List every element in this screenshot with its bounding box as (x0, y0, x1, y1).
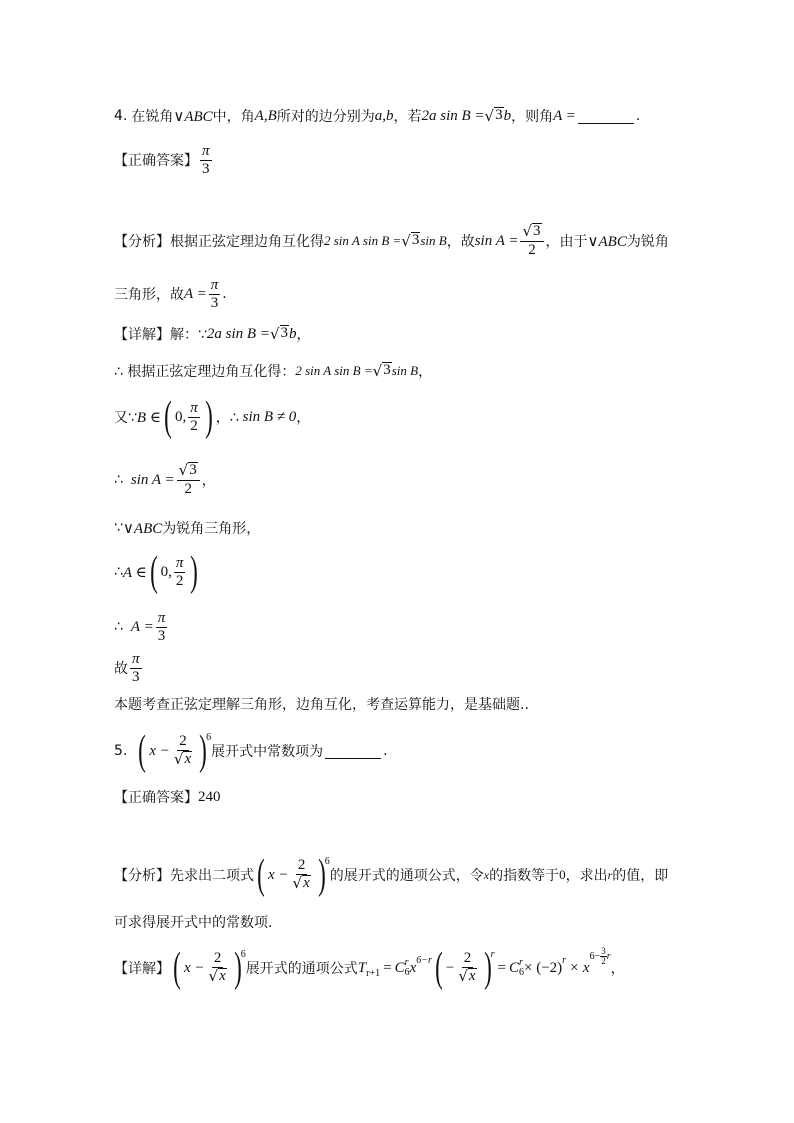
q4-detail-l6-zero: 0, (160, 563, 172, 580)
q4-analysis-t1: 根据正弦定理边角互化得 (170, 234, 324, 250)
q4-number: 4. (114, 108, 128, 124)
q5-analysis-line2 (114, 910, 272, 934)
q4-detail-l1-end: ， (296, 327, 311, 343)
q5-detail-times1: × (−2) (523, 959, 563, 976)
q5-x: x − (149, 742, 170, 759)
q4-detail-l4-end: ， (201, 473, 216, 489)
q5-detail-r-exp: r (490, 948, 495, 960)
q4-detail-l6-a: ∴ (114, 564, 123, 580)
q5-answer-blank (325, 744, 381, 759)
q4-text-c: 所对的边分别为 (276, 109, 375, 125)
q5-detail-times2: × x (569, 959, 590, 976)
q4-sides: a,b (374, 107, 394, 124)
q4-detail-l2-expr: 2 sin A sin B = (295, 363, 373, 378)
q5-detail-C2-sub: 6 (518, 967, 524, 978)
q5-detail-C: C (394, 959, 405, 976)
q4-detail-l7-frac: $\frac{\pi}{3}$ (157, 609, 166, 644)
q5-analysis-label: 【分析】 (114, 868, 170, 884)
q4-analysis-t2: ，故 (446, 234, 475, 250)
q4-detail-l3-frac: $\frac{\pi}{2}$ (190, 399, 198, 434)
q5-detail-t1: 展开式的通项公式 (245, 961, 358, 977)
q5-detail-eq2: = (497, 959, 506, 976)
q4-detail-l2-a: ∴ 根据正弦定理边角互化得： (114, 364, 296, 380)
q4-analysis-expr1: 2 sin A sin B = (324, 233, 402, 248)
q5-detail-exponent: 6 (240, 948, 246, 960)
q4-detail-line1 (114, 322, 311, 346)
q5-detail-eq: = (383, 959, 392, 976)
q5-detail-C-sup: r (404, 957, 409, 968)
q4-detail-l3-zero: 0, (174, 408, 187, 425)
q5-end: . (383, 743, 388, 759)
q4-condition-b: b (503, 107, 512, 124)
q4-detail-l5-a: ∵ (114, 520, 123, 536)
q5-answer-value: 240 (198, 788, 221, 805)
q4-triangle: ∨ABC (173, 108, 213, 125)
q5-detail-line: 【详解】 ( x − 2 √ x ) 6 展开式的通项公式 T r+1 = C r 6 x 6−r ( − 2 √ x ) r = C r 6 × (−2) r × x 6− $\frac{3}{2}$ r ， (114, 945, 625, 991)
q5-number: 5. (114, 743, 128, 759)
q5-detail-fraction2: 2 √ x (458, 950, 476, 985)
q4-detail-line5 (114, 516, 260, 540)
q4-analysis-t3: ，由于 (545, 234, 588, 250)
q4-answer (114, 140, 214, 180)
q4-line (114, 104, 640, 128)
q4-analysis-A-eq: A = (184, 285, 207, 302)
q4-detail-l8-frac: $\frac{\pi}{3}$ (132, 650, 140, 685)
q5-analysis-zero: 0 (559, 867, 566, 882)
q4-detail-l3-a: 又∵ (114, 410, 137, 426)
q4-detail-l2-b: sin B (391, 363, 419, 378)
q4-detail-l3-mid: ，∴ (215, 410, 239, 426)
q5-detail-label: 【详解】 (114, 961, 170, 977)
q5-analysis-t3: 的指数等于 (489, 868, 560, 884)
q5-analysis-line1: 【分析】 先求出二项式 ( x − 2 √ x ) 6 的展开式的通项公式，令 x 的指数等于 0 ，求出 r 的值，即 (114, 852, 669, 898)
q5-detail-xpow: x (409, 959, 417, 976)
q4-analysis-end: . (222, 286, 227, 302)
q4-analysis-line2 (114, 274, 227, 314)
q4-analysis-line2-text: 三角形，故 (114, 287, 184, 303)
q4-detail-l4-a: ∴ (114, 472, 123, 488)
q4-detail-line8 (114, 648, 144, 688)
q4-detail-line4 (114, 458, 216, 502)
q4-detail-l1-sqrt: √ 3 (269, 325, 289, 343)
q4-detail-line7 (114, 606, 169, 648)
q4-condition-left: 2a sin B = (421, 107, 485, 124)
q5-detail-C2-sup: r (518, 957, 523, 968)
q4-detail-l8-a: 故 (114, 661, 128, 677)
q5-detail-xpow-sup: 6−r (416, 954, 432, 966)
q5-detail-C2: C (508, 959, 519, 976)
q5-analysis-line2-text: 可求得展开式中的常数项. (114, 915, 273, 931)
q4-text-e: ，则角 (511, 109, 554, 125)
q4-text-a: 在锐角 (131, 109, 174, 125)
q5-analysis-t4: ，求出 (565, 868, 608, 884)
q4-detail-l6-frac: $\frac{\pi}{2}$ (175, 554, 184, 589)
q4-detail-l1-expr: 2a sin B = (206, 325, 270, 342)
q5-answer-label: 【正确答案】 (114, 790, 198, 806)
q4-end: . (635, 108, 641, 124)
q4-condition-sqrt: √ 3 (484, 107, 503, 125)
q4-answer-fraction: $\frac{\pi}{3}$ (202, 142, 210, 177)
q5-detail-C-sub: 6 (404, 967, 410, 978)
q4-detail-l4-expr: sin A = (130, 471, 175, 488)
q5-exponent: 6 (206, 731, 212, 743)
q5-line: 5. ( x − 2 √ x ) 6 展开式中常数项为 . (114, 728, 388, 774)
q4-detail-l3-end: ， (296, 410, 311, 426)
q4-detail-l5-b: 为锐角三角形， (162, 521, 261, 537)
q4-detail-line3: 又∵ B ∈ ( 0, $\frac{\pi}{2}$ ) ，∴ sin B ≠ 0 ， (114, 394, 311, 440)
q4-detail-l5-triangle: ∨ABC (122, 520, 163, 537)
q5-fraction: 2 √ x (173, 733, 192, 768)
q4-analysis-triangle: ∨ABC (587, 233, 627, 250)
q4-detail-l3-ne: sin B ≠ 0 (242, 408, 297, 425)
q5-analysis-fraction: 2 √ x (292, 857, 310, 892)
q5-analysis-exponent: 6 (324, 855, 330, 867)
q5-detail-T: T (357, 959, 367, 976)
q4-detail-l4-frac: √ 3 2 (177, 462, 200, 498)
q5-analysis-x: x − (268, 866, 289, 883)
q4-analysis-sqrt1: √ 3 (401, 232, 420, 250)
q5-detail-neg: − (445, 959, 455, 976)
q4-detail-l1-b: b (289, 325, 297, 342)
q5-detail-fraction: 2 √ x (208, 950, 226, 985)
q4-A-equals: A = (553, 107, 576, 124)
q5-analysis-var-r: r (607, 867, 613, 882)
q4-detail-l2-end: ， (418, 364, 433, 380)
q4-detail-summary (114, 692, 529, 716)
q4-analysis-fraction: √ 3 2 (520, 223, 543, 259)
q5-analysis-t1: 先求出二项式 (170, 868, 254, 884)
q4-detail-l7-a: ∴ (114, 619, 123, 635)
q5-text: 展开式中常数项为 (211, 744, 324, 760)
q5-detail-end: ， (610, 961, 625, 977)
q4-analysis-line1 (114, 220, 669, 262)
q4-answer-label: 【正确答案】 (114, 153, 198, 169)
q4-analysis-expr2: sin A = (474, 232, 519, 249)
q4-detail-l1-a: 解：∵ (170, 327, 207, 343)
q4-analysis-A-frac: $\frac{\pi}{3}$ (210, 276, 219, 311)
q4-detail-l7-A: A = (130, 618, 154, 635)
q4-detail-l2-sqrt: √ 3 (372, 362, 391, 380)
q5-detail-T-sub: r+1 (366, 967, 381, 979)
q4-analysis-label: 【分析】 (114, 234, 170, 250)
q5-detail-x: x − (184, 959, 205, 976)
q4-summary-text: 本题考查正弦定理解三角形，边角互化，考查运算能力，是基础题.. (114, 697, 529, 713)
q4-text-d: ，若 (393, 109, 422, 125)
q5-analysis-var-x: x (483, 867, 490, 882)
q4-detail-label: 【详解】 (114, 327, 170, 343)
q4-text-b: 中，角 (212, 109, 255, 125)
q4-analysis-expr1b: sin B (420, 233, 447, 248)
q4-detail-l6-A: A ∈ (122, 564, 147, 581)
q4-angles: A,B (254, 107, 277, 124)
q4-detail-l3-B: B ∈ (136, 409, 161, 426)
q4-analysis-t4: 为锐角 (626, 234, 669, 250)
q4-detail-line6: ∴ A ∈ ( 0, $\frac{\pi}{2}$ ) (114, 549, 199, 595)
q5-answer (114, 785, 221, 809)
q4-answer-blank (578, 109, 634, 124)
q4-detail-line2 (114, 359, 432, 383)
q5-analysis-t5: 的值，即 (612, 868, 669, 884)
q5-detail-times1-sup: r (562, 954, 567, 966)
q5-analysis-t2: 的展开式的通项公式，令 (329, 868, 484, 884)
q5-detail-x-exponent: 6− $\frac{3}{2}$ r (589, 945, 611, 966)
